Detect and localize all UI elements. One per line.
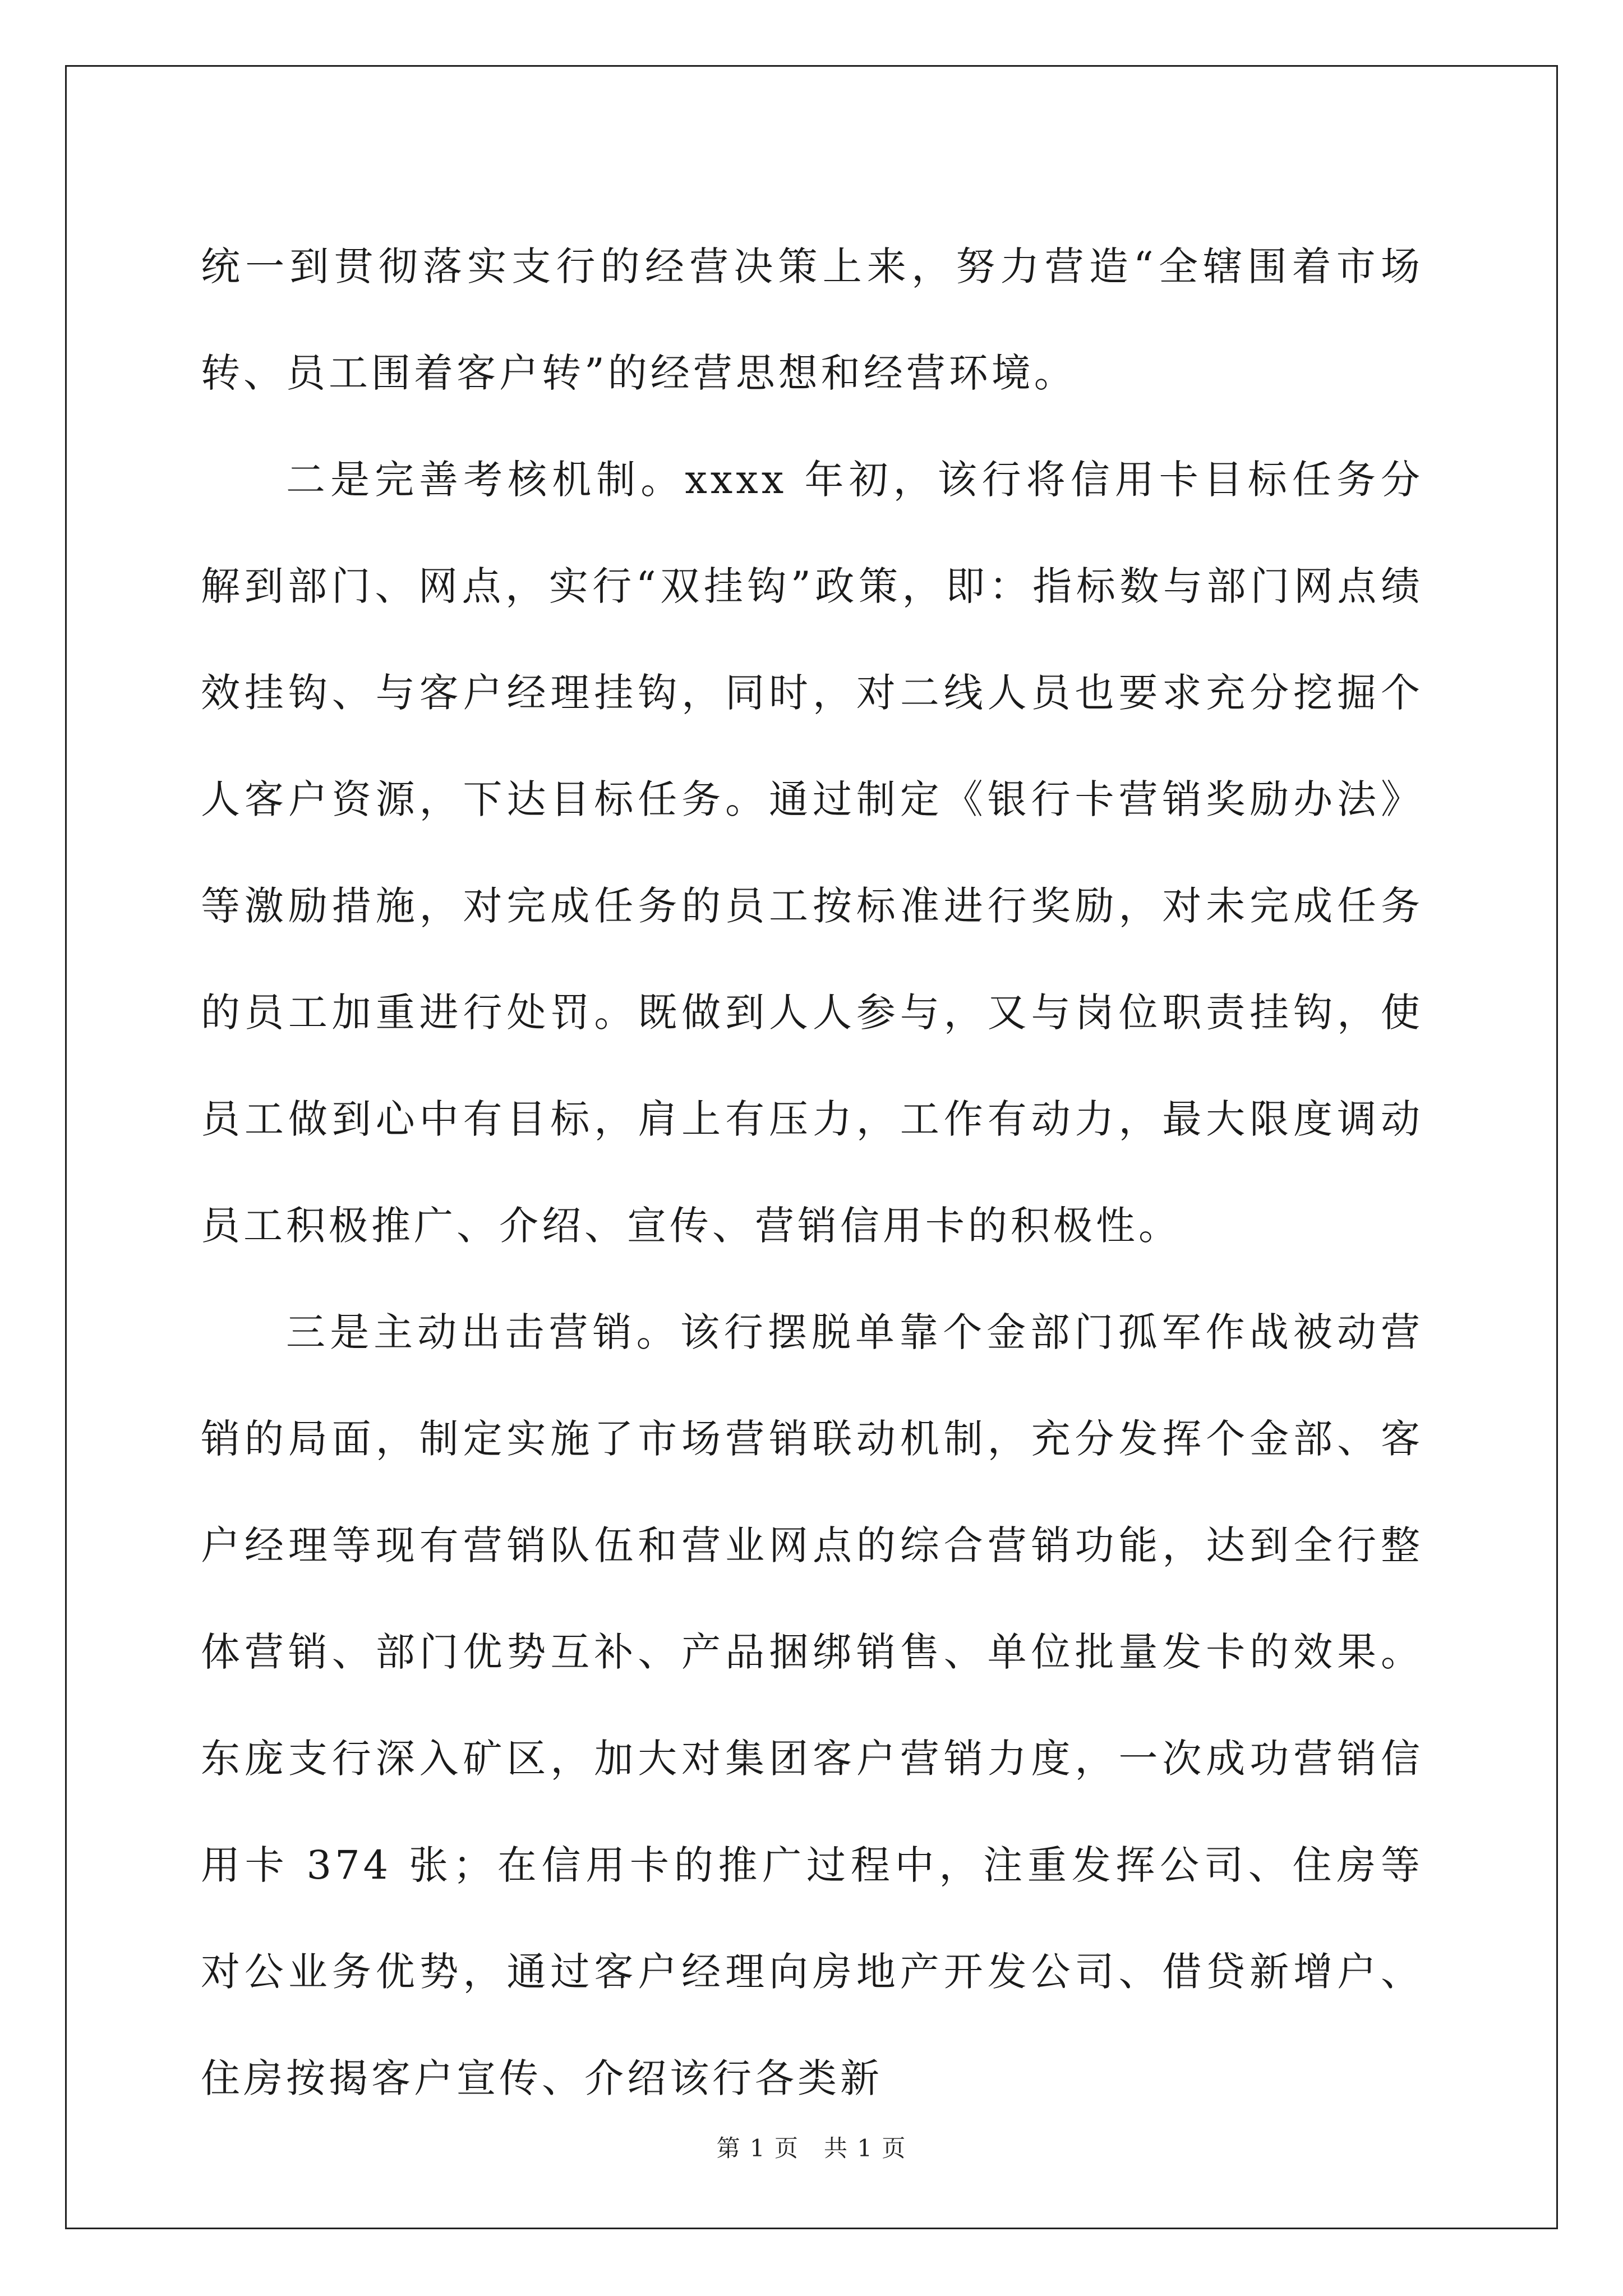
- paragraph-1: 统一到贯彻落实支行的经营决策上来，努力营造“全辖围着市场转、员工围着客户转”的经营思想和经营环境。: [201, 243, 1423, 396]
- page-number-footer: 第 1 页 共 1 页: [716, 2134, 907, 2162]
- document-body: [201, 213, 1423, 2132]
- paragraph-2: 二是完善考核机制。xxxx 年初，该行将信用卡目标任务分解到部门、网点，实行“双挂钩”政策，即：指标数与部门网点绩效挂钩、与客户经理挂钩，同时，对二线人员也要求充分挖掘个人客户资源，下达目标任务。通过制定《银行卡营销奖励办法》等激励措施，对完成任务的员工按标准进行奖励，对未完成任务的员工加重进行处罚。既做到人人参与，又与岗位职责挂钩，使员工做到心中有目标，肩上有压力，工作有动力，最大限度调动员工积极推广、介绍、宣传、营销信用卡的积极性。: [201, 457, 1423, 1249]
- paragraph-3: 三是主动出击营销。该行摆脱单靠个金部门孤军作战被动营销的局面，制定实施了市场营销联动机制，充分发挥个金部、客户经理等现有营销队伍和营业网点的综合营销功能，达到全行整体营销、部门优势互补、产品捆绑销售、单位批量发卡的效果。东庞支行深入矿区，加大对集团客户营销力度，一次成功营销信用卡 374 张；在信用卡的推广过程中，注重发挥公司、住房等对公业务优势，通过客户经理向房地产开发公司、借贷新增户、住房按揭客户宣传、介绍该行各类新: [201, 1309, 1423, 2101]
